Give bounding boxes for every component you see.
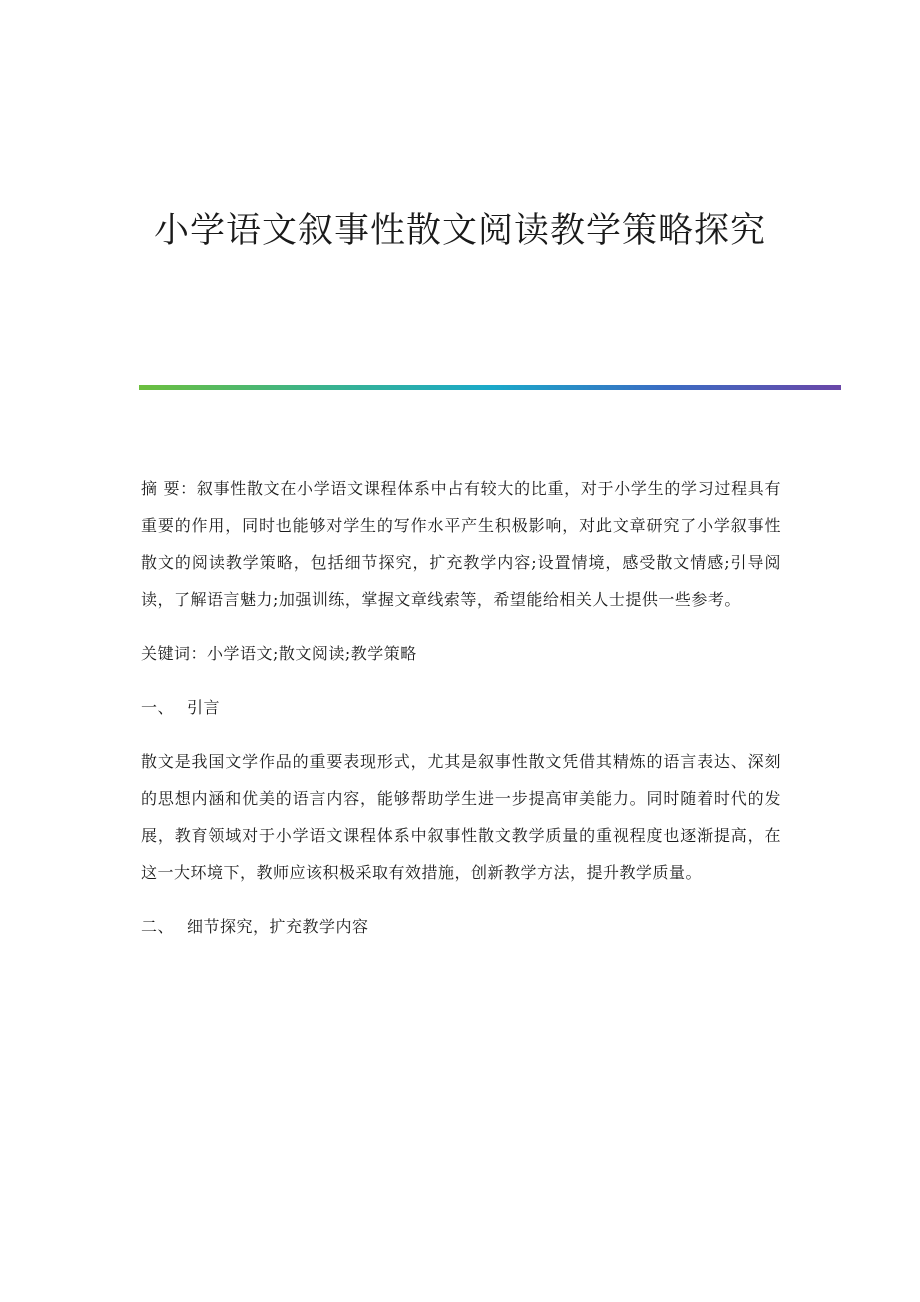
- section-heading-1: [141, 689, 781, 726]
- keywords-label: 关键词：: [141, 644, 208, 663]
- document-body: [141, 470, 781, 962]
- abstract-label: 摘 要：: [141, 479, 197, 498]
- section-heading-text: 引言: [187, 698, 221, 717]
- section-paragraph-1: 散文是我国文学作品的重要表现形式，尤其是叙事性散文凭借其精炼的语言表达、深刻的思想内涵和优美的语言内容，能够帮助学生进一步提高审美能力。同时随着时代的发展，教育领域对于小学语文课程体系中叙事性散文教学质量的重视程度也逐渐提高，在这一大环境下，教师应该积极采取有效措施，创新教学方法，提升教学质量。: [141, 752, 781, 882]
- section-number: 一、: [141, 698, 175, 717]
- keywords-text: 小学语文;散文阅读;教学策略: [207, 644, 417, 663]
- section-heading-2: [141, 908, 781, 945]
- section-heading-text: 细节探究，扩充教学内容: [187, 917, 369, 936]
- section-number: 二、: [141, 917, 175, 936]
- keywords-line: [141, 635, 781, 672]
- document-title: 小学语文叙事性散文阅读教学策略探究: [153, 211, 766, 251]
- title-divider: [139, 385, 841, 390]
- abstract-text: 叙事性散文在小学语文课程体系中占有较大的比重，对于小学生的学习过程具有重要的作用，同时也能够对学生的写作水平产生积极影响，对此文章研究了小学叙事性散文的阅读教学策略，包括细节探究，扩充教学内容;设置情境，感受散文情感;引导阅读，了解语言魅力;加强训练，掌握文章线索等，希望能给相关人士提供一些参考。: [141, 479, 781, 609]
- abstract-paragraph: [141, 470, 781, 618]
